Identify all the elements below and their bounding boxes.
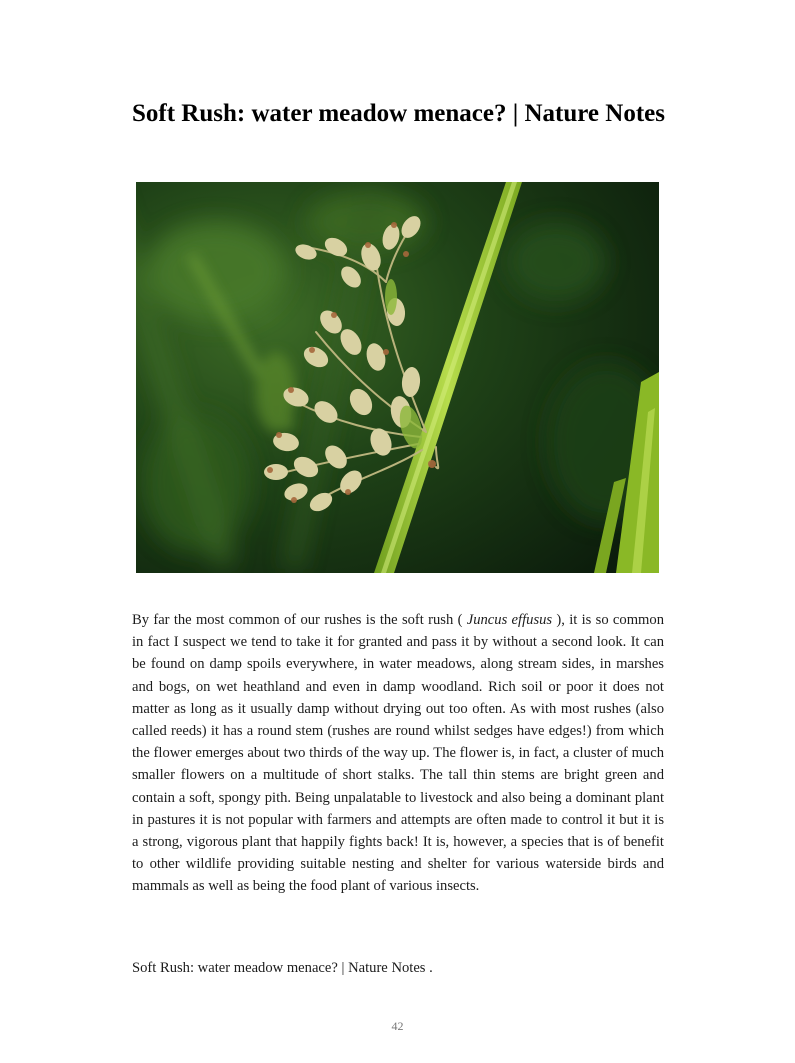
body-text-intro: By far the most common of our rushes is the soft rush ( xyxy=(132,612,467,628)
species-name: Juncus effusus xyxy=(466,612,553,628)
page-title: Soft Rush: water meadow menace? | Nature Notes xyxy=(132,100,665,127)
article-body xyxy=(132,609,664,898)
soft-rush-photo xyxy=(136,182,659,573)
source-citation: Soft Rush: water meadow menace? | Nature Notes . xyxy=(132,960,433,976)
body-text-main: ), it is so common in fact I suspect we tend to take it for granted and pass it by without a second look. It can be found on damp spoils everywhere, in water meadows, along stream sides, in marshes and bogs, on wet heathland and even in damp woodland. Rich soil or poor it does not matter as long as it usually damp without drying out too often. As with most rushes (also called reeds) it has a round stem (rushes are round whilst sedges have edges!) from which the flower emerges about two thirds of the way up. The flower is, in fact, a cluster of much smaller flowers on a multitude of short stalks. The tall thin stems are bright green and contain a soft, spongy pith. Being unpalatable to livestock and also being a dominant plant in pastures it is not popular with farmers and attempts are often made to control it but it is a strong, vigorous plant that happily fights back! It is, however, a species that is of benefit to other wildlife providing suitable nesting and shelter for various waterside birds and mammals as well as being the food plant of various insects. xyxy=(132,612,664,895)
page-number: 42 xyxy=(391,1019,404,1033)
